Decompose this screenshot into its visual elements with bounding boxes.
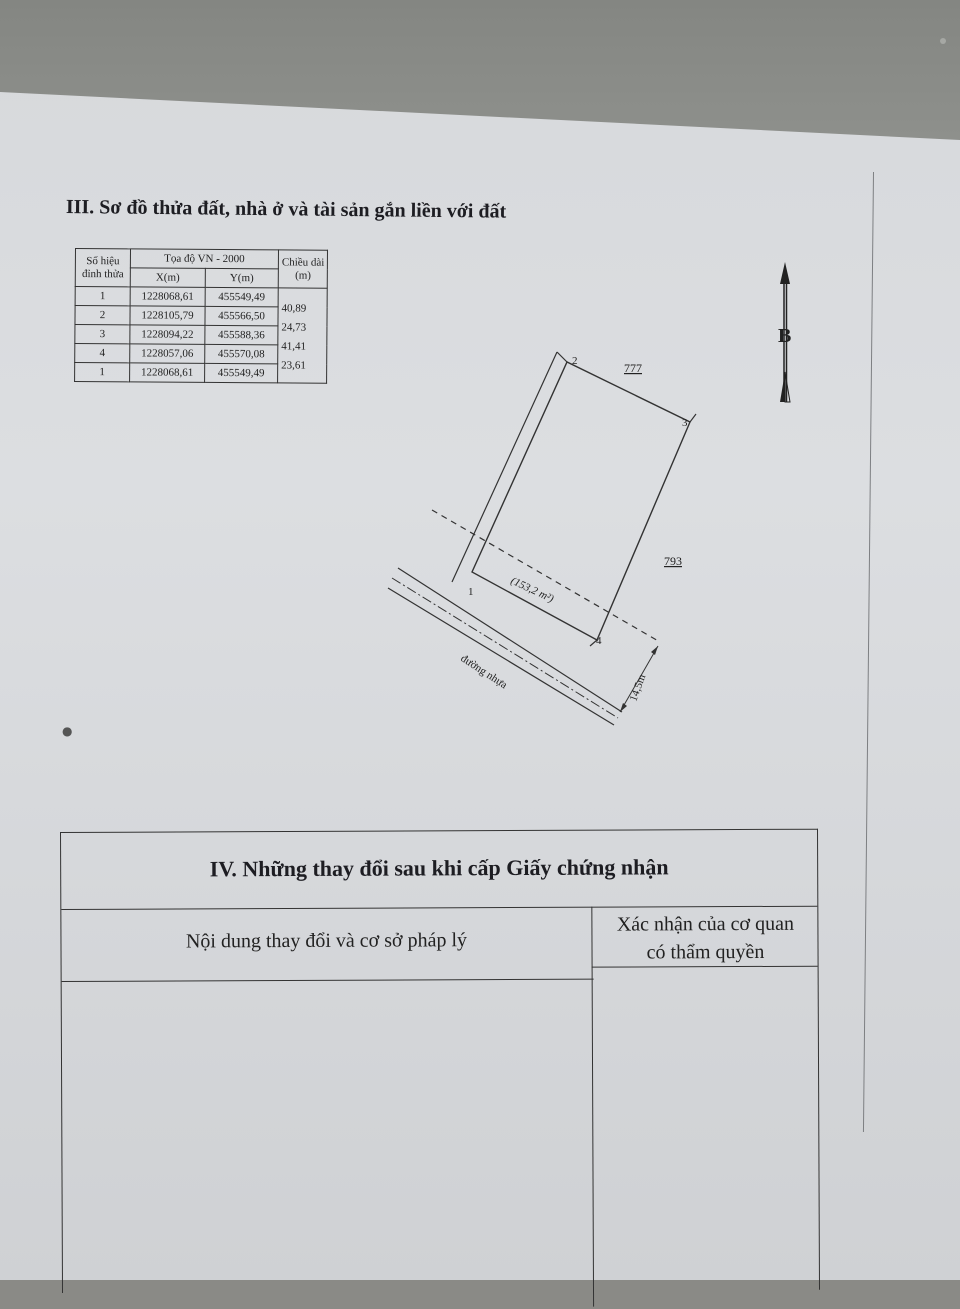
section-4-title: IV. Những thay đổi sau khi cấp Giấy chứng nhận [209, 854, 669, 882]
column-header-content: Nội dung thay đổi và cơ sở pháp lý [185, 929, 468, 953]
neighbor-777-label: 777 [624, 361, 642, 375]
length-value: 41,41 [281, 340, 307, 353]
area-label: (153,2 m²) [508, 574, 556, 606]
stain [940, 38, 946, 44]
column-header-confirmation [593, 910, 817, 967]
north-label: B [778, 325, 792, 347]
section-4-table [60, 829, 820, 1293]
length-column [278, 288, 328, 383]
vertex-4-label: 4 [596, 635, 602, 647]
cell-y: 455549,49 [205, 287, 278, 307]
cell-point: 3 [75, 325, 130, 344]
header-coord: Tọa độ VN - 2000 [130, 249, 278, 269]
cell-x: 1228057,06 [130, 344, 205, 364]
length-value: 23,61 [281, 359, 306, 372]
land-plot-diagram [370, 340, 720, 740]
header-length-line2: (m) [295, 269, 312, 282]
setback-label: 14,5m [627, 672, 649, 704]
neighbor-793-label: 793 [664, 554, 682, 568]
length-value: 40,89 [281, 302, 307, 315]
cell-point: 4 [75, 344, 130, 363]
header-y: Y(m) [205, 268, 278, 288]
road-label: đường nhựa [458, 652, 510, 692]
header-length-line1: Chiều dài [281, 255, 325, 269]
small-mark: ● [62, 724, 73, 738]
table-row [75, 287, 328, 308]
header-point-line2: đỉnh thửa [81, 267, 124, 280]
vertex-2-label: 2 [572, 355, 578, 367]
vertex-3-label: 3 [682, 417, 688, 429]
cell-x: 1228068,61 [130, 287, 205, 307]
header-length [278, 250, 328, 288]
vertex-1-label: 1 [468, 586, 474, 598]
header-point [75, 249, 130, 287]
section-3-title: III. Sơ đồ thửa đất, nhà ở và tài sản gắn liền với đất [65, 196, 507, 223]
column-header-confirmation-line2: có thẩm quyền [646, 940, 765, 964]
cell-point: 1 [75, 287, 130, 306]
cell-y: 455588,36 [205, 325, 278, 345]
cell-y: 455549,49 [205, 363, 278, 383]
cell-y: 455570,08 [205, 344, 278, 364]
cell-point: 2 [75, 306, 130, 325]
header-point-line1: Số hiệu [86, 254, 120, 267]
cell-x: 1228105,79 [130, 306, 205, 326]
divider [62, 979, 594, 982]
length-value: 24,73 [281, 321, 307, 334]
cell-y: 455566,50 [205, 306, 278, 326]
cell-point: 1 [75, 363, 130, 382]
column-header-confirmation-line1: Xác nhận của cơ quan [616, 912, 795, 936]
coordinate-table [74, 248, 328, 384]
cell-x: 1228094,22 [130, 325, 205, 345]
header-x: X(m) [130, 268, 205, 288]
cell-x: 1228068,61 [130, 363, 205, 383]
